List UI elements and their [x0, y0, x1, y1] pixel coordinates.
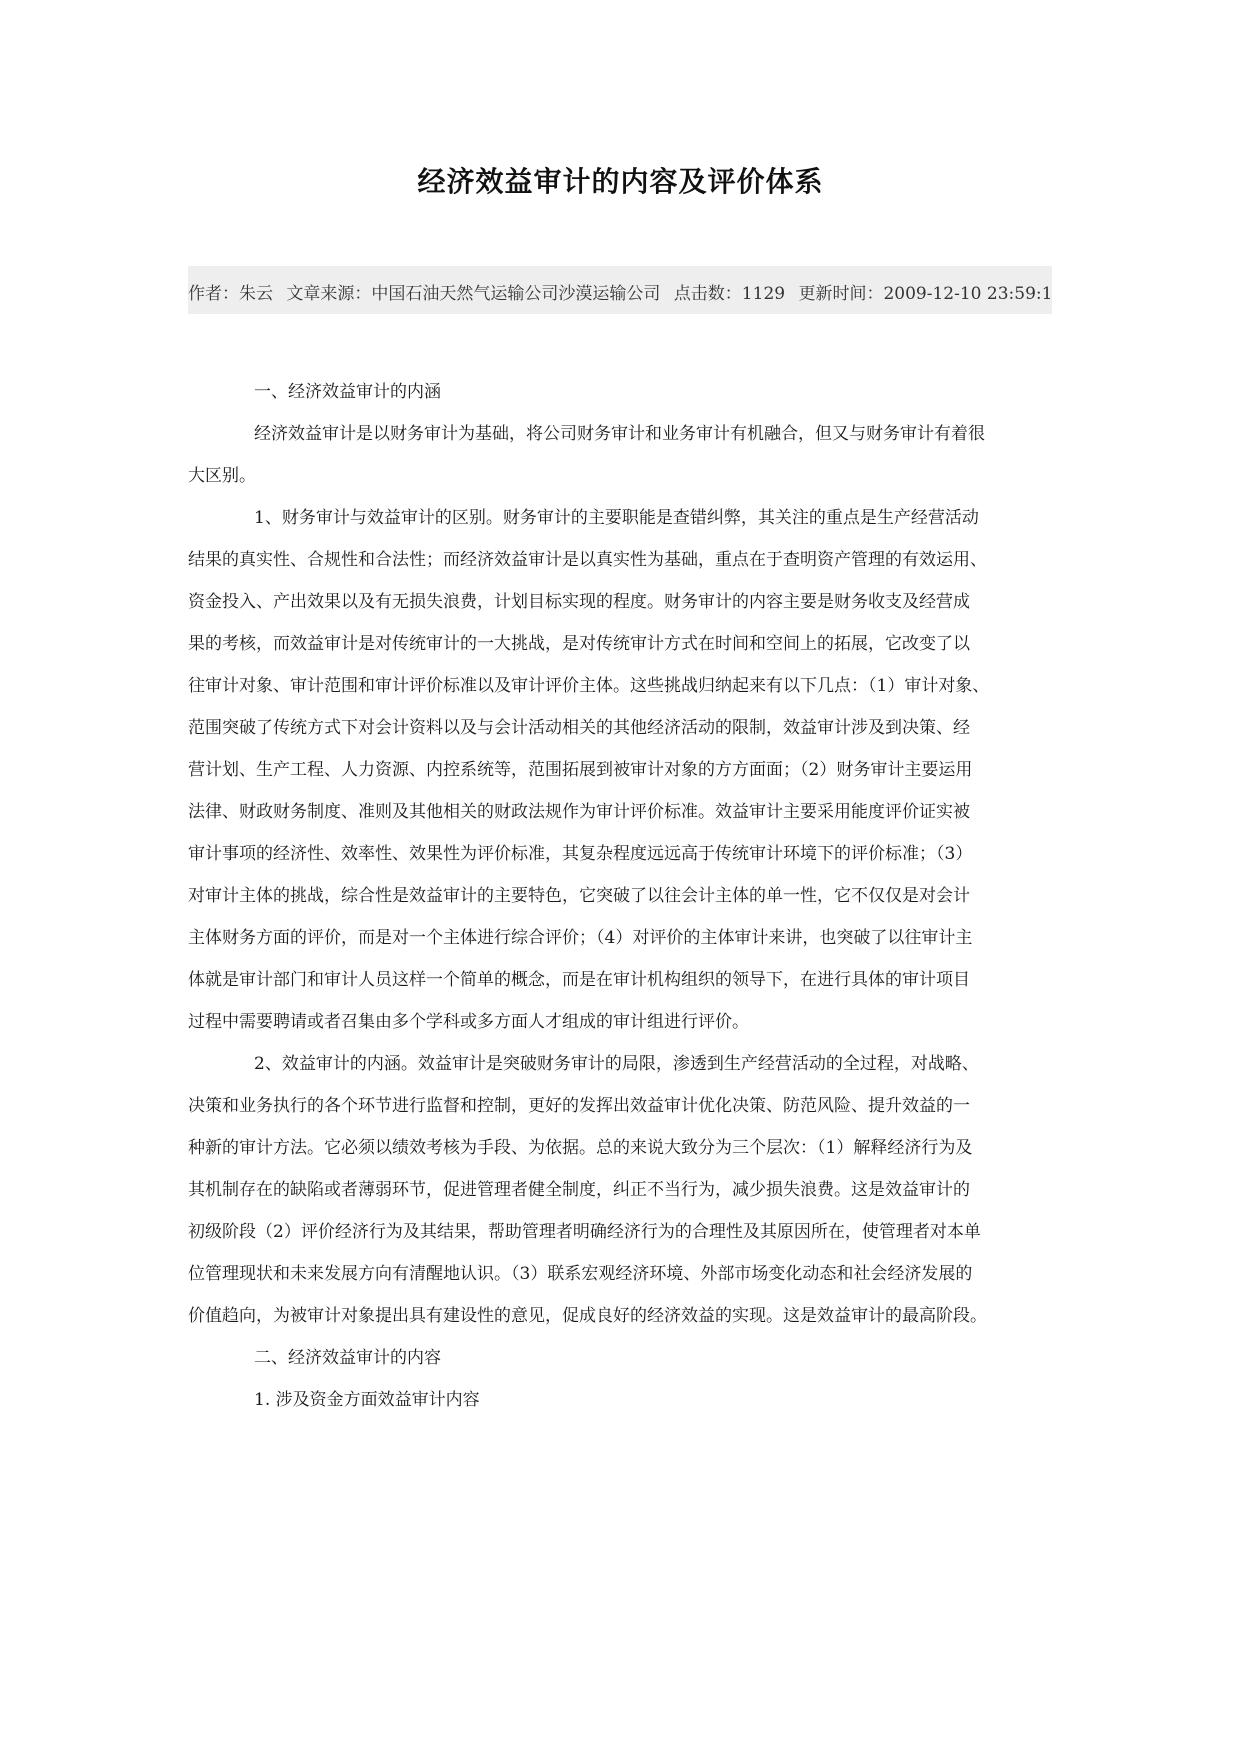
meta-author: 作者：朱云: [188, 284, 273, 304]
paragraph-connotation: 2、效益审计的内涵。效益审计是突破财务审计的局限，渗透到生产经营活动的全过程，对战略、 决策和业务执行的各个环节进行监督和控制，更好的发挥出效益审计优化决策、防范风险、提升效益的一 种新的审计方法。它必须以绩效考核为手段、为依据。总的来说大致分为三个层次：（1）解释经济行为及 其机制存在的缺陷或者薄弱环节，促进管理者健全制度，纠正不当行为，减少损失浪费。这是效益审计的 初级阶段（2）评价经济行为及其结果，帮助管理者明确经济行为的合理性及其原因所在，使管理者对本单 位管理现状和未来发展方向有清醒地认识。（3）联系宏观经济环境、外部市场变化动态和社会经济发展的 价值趋向，为被审计对象提出具有建设性的意见，促成良好的经济效益的实现。这是效益审计的最高阶段。: [188, 1054, 987, 1326]
paragraph-difference: 1、财务审计与效益审计的区别。财务审计的主要职能是查错纠弊，其关注的重点是生产经营活动 结果的真实性、合规性和合法性；而经济效益审计是以真实性为基础，重点在于查明资产管理的有效运用、 资金投入、产出效果以及有无损失浪费，计划目标实现的程度。财务审计的内容主要是财务收支及经营成 果的考核，而效益审计是对传统审计的一大挑战，是对传统审计方式在时间和空间上的拓展，它改变了以 往审计对象、审计范围和审计评价标准以及审计评价主体。这些挑战归纳起来有以下几点：（1）审计对象、 范围突破了传统方式下对会计资料以及与会计活动相关的其他经济活动的限制，效益审计涉及到决策、经 营计划、生产工程、人力资源、内控系统等，范围拓展到被审计对象的方方面面；（2）财务审计主要运用 法律、财政财务制度、准则及其他相关的财政法规作为审计评价标准。效益审计主要采用能度评价证实被 审计事项的经济性、效率性、效果性为评价标准，其复杂程度远远高于传统审计环境下的评价标准；（3） 对审计主体的挑战，综合性是效益审计的主要特色，它突破了以往会计主体的单一性，它不仅仅是对会计 主体财务方面的评价，而是对一个主体进行综合评价；（4）对评价的主体审计来讲，也突破了以往审计主 体就是审计部门和审计人员这样一个简单的概念，而是在审计机构组织的领导下，在进行具体的审计项目 过程中需要聘请或者召集由多个学科或多方面人才组成的审计组进行评价。: [188, 508, 990, 1032]
article-meta: [188, 279, 1052, 304]
meta-clicks: 点击数：1129: [673, 284, 786, 304]
article-meta-bar: [188, 266, 1052, 314]
subsection-heading-1: 1. 涉及资金方面效益审计内容: [254, 1390, 480, 1410]
section-heading-1: 一、经济效益审计的内涵: [254, 382, 441, 402]
meta-source: 文章来源：中国石油天然气运输公司沙漠运输公司: [286, 284, 661, 304]
article-body: [188, 371, 1052, 1571]
paragraph-intro: 经济效益审计是以财务审计为基础，将公司财务审计和业务审计有机融合，但又与财务审计有着很 大区别。: [188, 424, 985, 486]
page-title: 经济效益审计的内容及评价体系: [417, 165, 824, 198]
section-heading-2: 二、经济效益审计的内容: [254, 1348, 441, 1368]
meta-updated: 更新时间：2009-12-10 23:59:1: [798, 284, 1052, 304]
